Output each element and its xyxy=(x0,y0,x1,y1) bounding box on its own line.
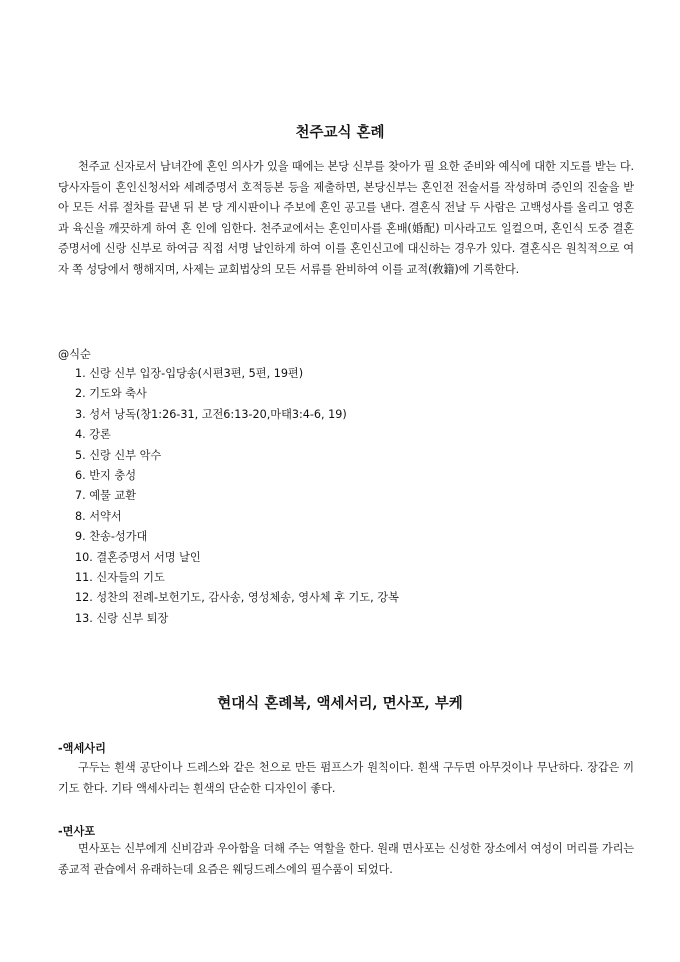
ceremony-order-label: @식순 xyxy=(58,348,91,361)
list-item: 10. 결혼증명서 서명 날인 xyxy=(75,550,201,564)
list-item: 3. 성서 낭독(창1:26-31, 고전6:13-20,마태3:4-6, 19) xyxy=(75,407,347,421)
list-item: 5. 신랑 신부 악수 xyxy=(75,448,162,462)
veil-heading: -면사포 xyxy=(58,825,96,838)
veil-paragraph: 면사포는 신부에게 신비감과 우아함을 더해 주는 역할을 한다. 원래 면사포는 신성한 장소에서 여성이 머리를 가리는 종교적 관습에서 유래하는데 요즘은 웨딩드레스에의 필수품이 되었다. xyxy=(58,842,634,876)
list-item: 7. 예물 교환 xyxy=(75,489,137,503)
list-item: 9. 찬송-성가대 xyxy=(75,530,148,544)
section-title-catholic-wedding: 천주교식 혼례 xyxy=(295,124,385,141)
list-item: 12. 성찬의 전례-보헌기도, 감사송, 영성체송, 영사체 후 기도, 강복 xyxy=(75,591,399,605)
list-item: 4. 강론 xyxy=(75,428,111,442)
accessory-heading: -액세사리 xyxy=(58,742,106,755)
list-item: 13. 신랑 신부 퇴장 xyxy=(75,611,169,625)
list-item: 11. 신자들의 기도 xyxy=(75,571,165,585)
ceremony-order-list xyxy=(75,364,399,629)
accessory-paragraph: 구두는 흰색 공단이나 드레스와 같은 천으로 만든 펌프스가 원칙이다. 흰색 구두면 아무것이나 무난하다. 장갑은 끼기도 한다. 기타 액세사리는 흰색의 단순한 디자인이 좋다. xyxy=(58,761,634,795)
list-item: 8. 서약서 xyxy=(75,509,122,523)
catholic-wedding-paragraph: 천주교 신자로서 남녀간에 혼인 의사가 있을 때에는 본당 신부를 찾아가 필 요한 준비와 예식에 대한 지도를 받는 다. 당사자들이 혼인신청서와 세례증명서 호적등본 등을 제출하면, 본당신부는 혼인전 전술서를 작성하며 증인의 진술을 받아 모든 서류 절차를 끝낸 뒤 본 당 게시판이나 주보에 혼인 공고를 낸다. 결혼식 전날 두 사람은 고백성사를 올리고 영혼과 육신을 깨끗하게 하여 혼 인에 임한다. 천주교에서는 혼인미사를 혼배(婚配) 미사라고도 일컬으며, 혼인식 도중 결혼증명서에 신랑 신부로 하여금 직접 서명 날인하게 하여 이를 혼인신고에 대신하는 경우가 있다. 결혼식은 원칙적으로 여자 쪽 성당에서 행해지며, 사제는 교회법상의 모든 서류를 완비하여 이를 교적(敎籍)에 기록한다. xyxy=(58,160,634,276)
section-title-modern-wedding: 현대식 혼례복, 액세서리, 면사포, 부케 xyxy=(217,695,463,712)
list-item: 1. 신랑 신부 입장-입당송(시편3편, 5편, 19편) xyxy=(75,367,304,380)
list-item: 2. 기도와 축사 xyxy=(75,387,147,401)
list-item: 6. 반지 충성 xyxy=(75,469,137,483)
